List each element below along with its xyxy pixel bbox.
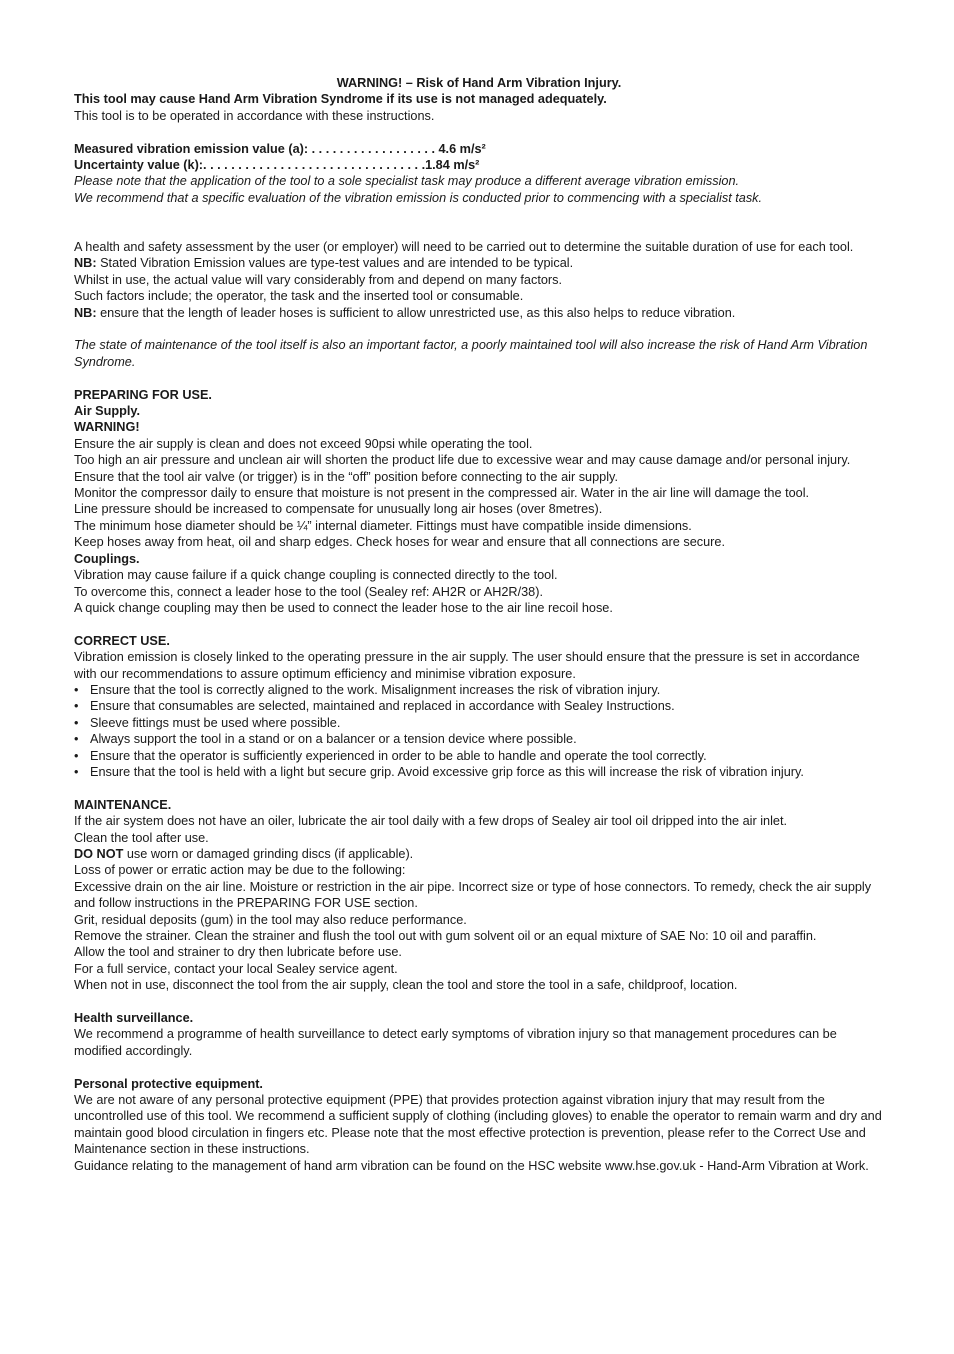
do-not-text: use worn or damaged grinding discs (if applicable). <box>123 846 414 861</box>
preparing-line: Ensure the air supply is clean and does not exceed 90psi while operating the tool. <box>74 436 533 451</box>
couplings-heading: Couplings. <box>74 551 140 566</box>
warning-intro: This tool is to be operated in accordance with these instructions. <box>74 108 435 123</box>
factors-note: Such factors include; the operator, the task and the inserted tool or consumable. <box>74 289 524 304</box>
maintenance-line: For a full service, contact your local Sealey service agent. <box>74 961 398 976</box>
uncertainty-value: Uncertainty value (k):. . . . . . . . . . . . . . . . . . . . . . . . . . . . . . . .1.84 m/s² <box>74 158 480 173</box>
health-surveillance-heading: Health surveillance. <box>74 1011 194 1026</box>
coupling-line: A quick change coupling may then be used to connect the leader hose to the air line recoil hose. <box>74 600 613 615</box>
nb-label: NB: <box>74 305 97 320</box>
maintenance-line: Grit, residual deposits (gum) in the tool may also reduce performance. <box>74 912 467 927</box>
preparing-line: The minimum hose diameter should be ¼” internal diameter. Fittings must have compatible inside dimensions. <box>74 518 692 533</box>
correct-use-intro: Vibration emission is closely linked to the operating pressure in the air supply. The user should ensure that the pressure is set in accordance with our recommendations to assure optimum efficiency and minimise vibration exposure. <box>74 650 860 681</box>
ppe-text: We are not aware of any personal protective equipment (PPE) that provides protection against vibration injury that may result from the uncontrolled use of this tool. We recommend a sufficient supply of clothing (including gloves) to enable the operator to remain warm and dry and maintain good blood circulation in fingers etc. Please note that the most effective protection is prevention, please refer to the Correct Use and Maintenance section in these instructions. <box>74 1093 882 1157</box>
assessment-paragraph: A health and safety assessment by the user (or employer) will need to be carried out to determine the suitable duration of use for each tool. <box>74 240 854 255</box>
coupling-line: Vibration may cause failure if a quick change coupling is connected directly to the tool. <box>74 568 558 583</box>
air-supply-warning: WARNING! <box>74 420 140 435</box>
nb-leader-hoses <box>74 305 884 321</box>
correct-use-heading: CORRECT USE. <box>74 633 170 648</box>
coupling-line: To overcome this, connect a leader hose to the tool (Sealey ref: AH2R or AH2R/38). <box>74 584 543 599</box>
maintenance-line: Remove the strainer. Clean the strainer and flush the tool out with gum solvent oil or an equal mixture of SAE No: 10 oil and paraffin. <box>74 929 817 944</box>
maintenance-line: Excessive drain on the air line. Moisture or restriction in the air pipe. Incorrect size or type of hose connectors. To remedy, check the air supply and follow instructions in the PREPARING FOR USE section. <box>74 879 872 911</box>
maintenance-heading: MAINTENANCE. <box>74 797 172 812</box>
do-not-note <box>74 846 884 862</box>
nb-emission-values <box>74 255 884 271</box>
ppe-heading: Personal protective equipment. <box>74 1076 263 1091</box>
maintenance-line: Loss of power or erratic action may be due to the following: <box>74 863 406 878</box>
preparing-line: Keep hoses away from heat, oil and sharp edges. Check hoses for wear and ensure that all connections are secure. <box>74 535 725 550</box>
ppe-guidance: Guidance relating to the management of hand arm vibration can be found on the HSC website www.hse.gov.uk - Hand-Arm Vibration at Work. <box>74 1158 869 1173</box>
specialist-task-note: Please note that the application of the tool to a sole specialist task may produce a different average vibration emission. <box>74 174 740 189</box>
warning-subtitle: This tool may cause Hand Arm Vibration Syndrome if its use is not managed adequately. <box>74 92 607 107</box>
maintenance-oiler: If the air system does not have an oiler, lubricate the air tool daily with a few drops of Sealey air tool oil dripped into the air inlet. <box>74 814 788 829</box>
nb-text: Stated Vibration Emission values are type-test values and are intended to be typical. <box>96 256 574 271</box>
actual-value-note: Whilst in use, the actual value will vary considerably from and depend on many factors. <box>74 272 563 287</box>
specialist-evaluation-note: We recommend that a specific evaluation of the vibration emission is conducted prior to commencing with a specialist task. <box>74 190 763 205</box>
maintenance-line: Allow the tool and strainer to dry then lubricate before use. <box>74 945 402 960</box>
maintenance-state-note: The state of maintenance of the tool itself is also an important factor, a poorly maintained tool will also increase the risk of Hand Arm Vibration Syndrome. <box>74 338 868 369</box>
maintenance-clean: Clean the tool after use. <box>74 830 209 845</box>
preparing-heading: PREPARING FOR USE. <box>74 387 212 402</box>
preparing-line: Ensure that the tool air valve (or trigger) is in the “off” position before connecting to the air supply. <box>74 469 618 484</box>
nb-label: NB: <box>74 256 97 271</box>
preparing-line: Line pressure should be increased to compensate for unusually long air hoses (over 8metres). <box>74 502 603 517</box>
list-item: • Ensure that the tool is held with a light but secure grip. Avoid excessive grip force as this will increase the risk of vibration injury. <box>74 764 884 780</box>
measured-vibration-value: Measured vibration emission value (a): . . . . . . . . . . . . . . . . . . 4.6 m/s² <box>74 141 486 156</box>
correct-use-list <box>74 682 884 780</box>
maintenance-line: When not in use, disconnect the tool from the air supply, clean the tool and store the tool in a safe, childproof, location. <box>74 978 738 993</box>
list-item: • Sleeve fittings must be used where possible. <box>74 715 884 731</box>
warning-title: WARNING! – Risk of Hand Arm Vibration Injury. <box>336 76 622 90</box>
document-content <box>74 75 884 1174</box>
do-not-label: DO NOT <box>74 846 124 861</box>
list-item: • Ensure that the tool is correctly aligned to the work. Misalignment increases the risk of vibration injury. <box>74 682 884 698</box>
preparing-line: Too high an air pressure and unclean air will shorten the product life due to excessive wear and may cause damage and/or personal injury. <box>74 453 851 468</box>
list-item: • Always support the tool in a stand or on a balancer or a tension device where possible. <box>74 731 884 747</box>
health-surveillance-text: We recommend a programme of health surveillance to detect early symptoms of vibration injury so that management procedures can be modified accordingly. <box>74 1027 837 1058</box>
preparing-line: Monitor the compressor daily to ensure that moisture is not present in the compressed air. Water in the air line will damage the tool. <box>74 486 810 501</box>
air-supply-heading: Air Supply. <box>74 404 141 419</box>
list-item: • Ensure that the operator is sufficiently experienced in order to be able to handle and operate the tool correctly. <box>74 748 884 764</box>
nb-text: ensure that the length of leader hoses is sufficient to allow unrestricted use, as this also helps to reduce vibration. <box>96 305 736 320</box>
list-item: • Ensure that consumables are selected, maintained and replaced in accordance with Sealey Instructions. <box>74 698 884 714</box>
